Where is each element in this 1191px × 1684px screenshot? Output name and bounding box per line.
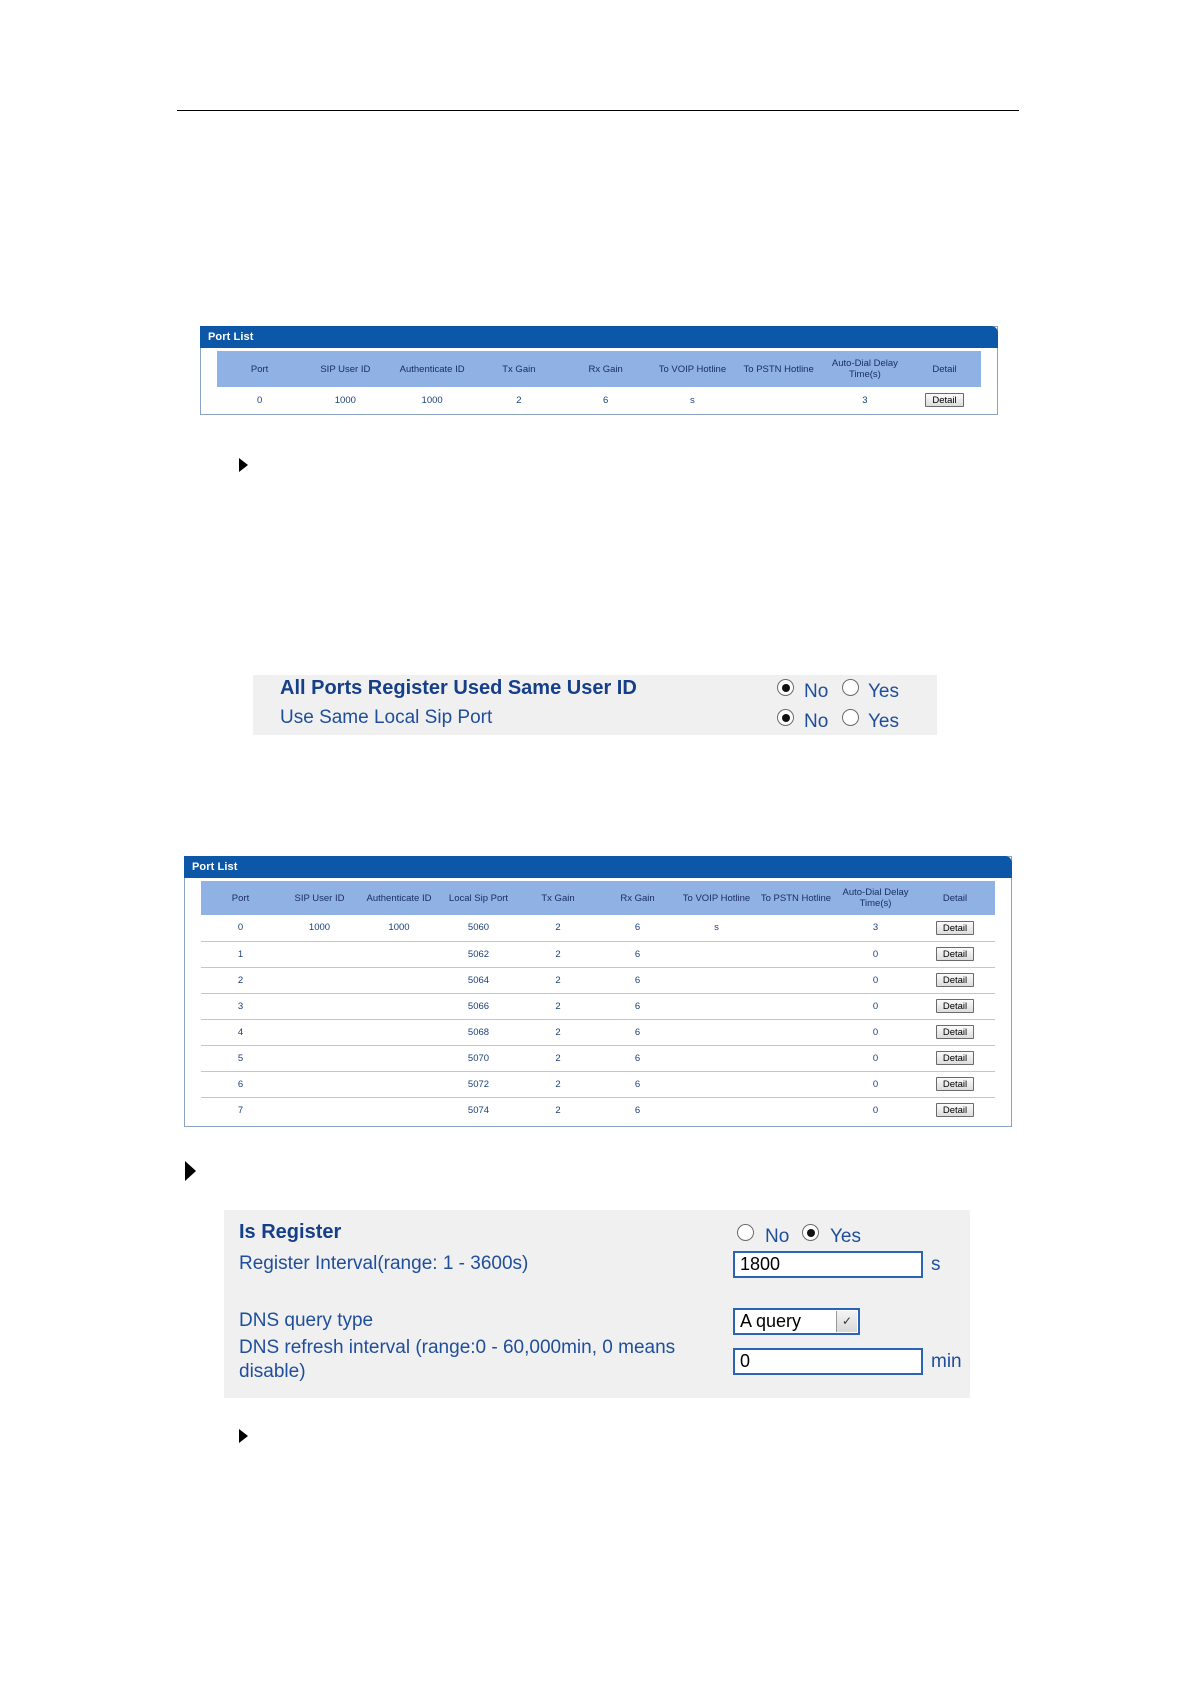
column-header: Detail (915, 881, 995, 915)
table-cell: 7 (237, 1104, 244, 1116)
port-list-table (217, 351, 981, 413)
is-register-no-radio[interactable] (737, 1224, 754, 1241)
table-row (217, 387, 981, 413)
port-list-title: Port List (200, 326, 998, 348)
table-cell (677, 941, 756, 967)
table-cell (756, 941, 836, 967)
table-cell: 5074 (467, 1104, 490, 1116)
table-cell (756, 1019, 836, 1045)
detail-button[interactable]: Detail (936, 1025, 974, 1039)
same-local-sip-port-yes-label: Yes (868, 711, 899, 732)
column-header: Port (201, 881, 280, 915)
column-header: Rx Gain (562, 351, 649, 387)
table-cell: 0 (256, 394, 263, 406)
column-header: Auto-Dial Delay Time(s) (836, 881, 915, 915)
table-header-row (217, 351, 981, 387)
column-header: To PSTN Hotline (756, 881, 836, 915)
column-header: To VOIP Hotline (677, 881, 756, 915)
table-cell: 6 (598, 1019, 677, 1045)
table-cell: 0 (836, 993, 915, 1019)
is-register-no-label: No (765, 1226, 790, 1247)
table-cell: 6 (201, 1071, 280, 1097)
table-cell: 0 (836, 1071, 915, 1097)
table-cell (280, 1097, 359, 1123)
table-cell (677, 1097, 756, 1123)
register-settings (224, 1210, 970, 1398)
table-cell: s (677, 915, 756, 941)
detail-button[interactable]: Detail (936, 1077, 974, 1091)
is-register-yes-radio[interactable] (802, 1224, 819, 1241)
table-row (201, 915, 995, 941)
port-list-table (201, 881, 995, 1123)
table-cell: 5070 (439, 1045, 518, 1071)
table-cell: 2 (516, 394, 522, 406)
table-cell: 2 (518, 1071, 598, 1097)
table-cell: 2 (201, 967, 280, 993)
table-cell (359, 1097, 439, 1123)
detail-button[interactable]: Detail (936, 1103, 974, 1117)
table-cell: 6 (598, 941, 677, 967)
detail-button[interactable]: Detail (925, 393, 963, 407)
same-user-id-label: All Ports Register Used Same User ID (280, 677, 637, 699)
dns-query-type-value: A query (740, 1311, 802, 1331)
column-header: Authenticate ID (359, 881, 439, 915)
table-cell: 2 (518, 993, 598, 1019)
table-row (201, 967, 995, 993)
table-cell (280, 1071, 359, 1097)
table-cell (756, 1071, 836, 1097)
table-cell (359, 967, 439, 993)
table-cell: 2 (555, 1104, 561, 1116)
column-header: Auto-Dial Delay Time(s) (822, 351, 908, 387)
table-cell (677, 1045, 756, 1071)
table-cell: 3 (862, 394, 868, 406)
table-cell: 2 (518, 1045, 598, 1071)
port-list-panel-single (200, 326, 998, 415)
table-cell: 0 (836, 1019, 915, 1045)
table-cell: 6 (598, 993, 677, 1019)
table-cell: 2 (518, 941, 598, 967)
column-header: To VOIP Hotline (649, 351, 735, 387)
table-cell (359, 993, 439, 1019)
column-header: Detail (908, 351, 981, 387)
table-cell: 5064 (439, 967, 518, 993)
table-row (201, 941, 995, 967)
table-cell (280, 967, 359, 993)
table-cell: 5072 (439, 1071, 518, 1097)
detail-button[interactable]: Detail (936, 947, 974, 961)
header-rule (177, 110, 1019, 111)
table-cell: 3 (201, 993, 280, 1019)
column-header: SIP User ID (280, 881, 359, 915)
register-interval-input[interactable]: 1800 (733, 1251, 923, 1278)
port-list-title: Port List (184, 856, 1012, 878)
table-cell (677, 967, 756, 993)
detail-cell (908, 387, 981, 413)
table-cell: 0 (836, 1045, 915, 1071)
detail-button[interactable]: Detail (936, 999, 974, 1013)
table-cell: 3 (836, 915, 915, 941)
table-cell: 4 (201, 1019, 280, 1045)
table-cell (359, 1019, 439, 1045)
table-row (201, 1019, 995, 1045)
bullet-arrow-icon (185, 1161, 196, 1181)
table-cell: 0 (201, 915, 280, 941)
detail-cell (915, 915, 995, 941)
detail-cell (915, 1019, 995, 1045)
table-cell (756, 1045, 836, 1071)
column-header: SIP User ID (302, 351, 388, 387)
table-cell: 6 (598, 1071, 677, 1097)
table-cell: 6 (598, 967, 677, 993)
same-user-id-yes-radio[interactable] (842, 679, 859, 696)
same-local-sip-port-yes-radio[interactable] (842, 709, 859, 726)
table-cell: 5 (201, 1045, 280, 1071)
table-cell: 6 (602, 394, 609, 406)
column-header: Local Sip Port (439, 881, 518, 915)
same-local-sip-port-no-radio[interactable] (777, 709, 794, 726)
table-cell: 2 (518, 1019, 598, 1045)
table-row (201, 1071, 995, 1097)
table-cell (359, 1071, 439, 1097)
table-cell: 0 (836, 967, 915, 993)
is-register-yes-label: Yes (830, 1226, 861, 1247)
detail-cell (915, 1071, 995, 1097)
detail-button[interactable]: Detail (936, 973, 974, 987)
dns-query-type-select[interactable] (733, 1308, 860, 1335)
table-cell (756, 993, 836, 1019)
detail-cell (915, 967, 995, 993)
detail-cell (915, 941, 995, 967)
table-row (201, 1097, 995, 1123)
dns-query-type-label: DNS query type (239, 1310, 374, 1331)
bullet-arrow-icon (239, 1429, 248, 1443)
table-cell: 0 (836, 941, 915, 967)
dns-refresh-input[interactable]: 0 (733, 1348, 923, 1375)
chevron-down-icon[interactable]: ✓ (836, 1311, 857, 1332)
table-cell (677, 993, 756, 1019)
column-header: Authenticate ID (388, 351, 475, 387)
table-cell: 6 (634, 1104, 641, 1116)
table-cell (677, 1019, 756, 1045)
table-cell: 6 (598, 1045, 677, 1071)
table-cell: 6 (598, 915, 677, 941)
table-cell (359, 941, 439, 967)
dns-refresh-label-cont: disable) (239, 1361, 306, 1382)
table-header-row (201, 881, 995, 915)
detail-cell (915, 1045, 995, 1071)
column-header: Rx Gain (598, 881, 677, 915)
detail-cell (915, 1097, 995, 1123)
table-cell (756, 1097, 836, 1123)
table-cell: s (690, 394, 695, 406)
table-cell (359, 1045, 439, 1071)
table-cell: 5060 (439, 915, 518, 941)
same-user-id-yes-label: Yes (868, 681, 899, 702)
detail-button[interactable]: Detail (936, 1051, 974, 1065)
same-user-id-no-radio[interactable] (777, 679, 794, 696)
dns-refresh-label: DNS refresh interval (range:0 - 60,000min, 0 means (239, 1337, 676, 1358)
detail-button[interactable]: Detail (936, 921, 974, 935)
table-row (201, 993, 995, 1019)
table-cell: 1 (201, 941, 280, 967)
table-cell (280, 1019, 359, 1045)
table-cell (756, 915, 836, 941)
register-interval-label: Register Interval(range: 1 - 3600s) (239, 1253, 529, 1274)
column-header: To PSTN Hotline (736, 351, 822, 387)
table-cell: 5066 (439, 993, 518, 1019)
table-cell: 1000 (334, 394, 356, 406)
detail-cell (915, 993, 995, 1019)
table-cell: 2 (518, 967, 598, 993)
table-row (201, 1045, 995, 1071)
same-local-sip-port-no-label: No (804, 711, 829, 732)
table-cell: 1000 (421, 394, 443, 406)
table-cell (677, 1071, 756, 1097)
table-cell (280, 941, 359, 967)
register-interval-unit: s (931, 1254, 941, 1275)
column-header: Port (217, 351, 302, 387)
column-header: Tx Gain (476, 351, 562, 387)
table-cell: 5062 (439, 941, 518, 967)
table-cell (280, 993, 359, 1019)
port-list-panel-multi (184, 856, 1012, 1127)
dns-refresh-unit: min (931, 1351, 962, 1372)
table-cell: 2 (518, 915, 598, 941)
table-cell (756, 967, 836, 993)
table-cell (280, 1045, 359, 1071)
is-register-label: Is Register (239, 1221, 342, 1243)
table-cell (736, 387, 822, 413)
table-cell: 5068 (439, 1019, 518, 1045)
table-cell: 1000 (280, 915, 359, 941)
same-user-id-no-label: No (804, 681, 829, 702)
bullet-arrow-icon (239, 458, 248, 472)
same-local-sip-port-label: Use Same Local Sip Port (280, 707, 493, 728)
same-user-id-settings (253, 675, 937, 735)
column-header: Tx Gain (518, 881, 598, 915)
table-cell: 1000 (359, 915, 439, 941)
table-cell: 0 (872, 1104, 879, 1116)
